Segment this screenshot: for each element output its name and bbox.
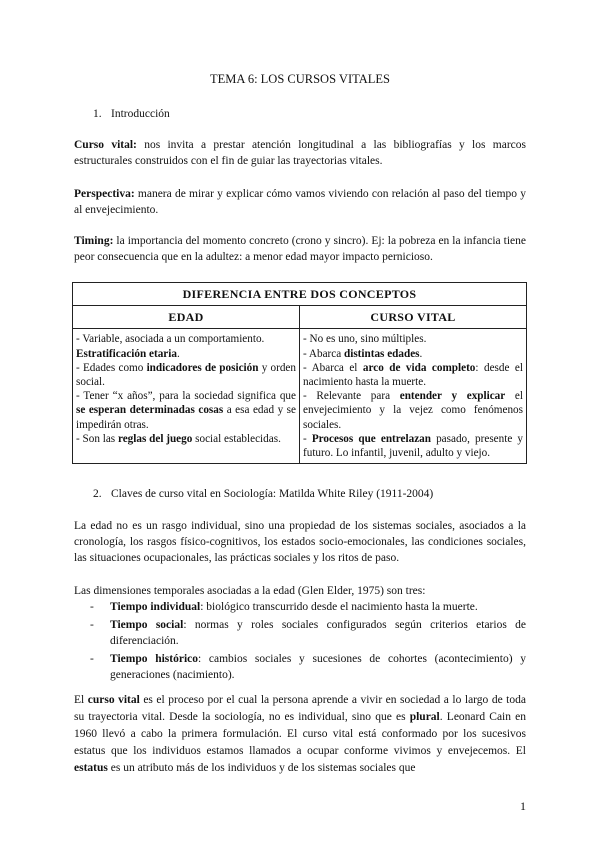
bold-text: indicadores de posición xyxy=(146,361,259,374)
section-heading-introduccion xyxy=(93,106,170,122)
list-item xyxy=(90,599,526,615)
bold-text: curso vital xyxy=(87,694,140,706)
cell-line xyxy=(76,361,296,389)
text: a esa edad y se impedirán otras. xyxy=(76,404,296,431)
paragraph-edad: La edad no es un rasgo individual, sino una propiedad de los sistemas sociales, asociados a la cronología, los rasgos físico-cognitivos, los estados socio-emocionales, las condiciones sociales, las situaciones ocupacionales, las prácticas sociales y los ritos de paso. xyxy=(74,520,526,564)
definition-text: la importancia del momento concreto (crono y sincro). Ej: la pobreza en la infancia tiene peor consecuencia que en la adultez: a menor edad mayor impacto pernicioso. xyxy=(74,235,526,263)
list-dash: - xyxy=(90,601,94,613)
term: Tiempo histórico xyxy=(110,653,198,665)
table-header-row xyxy=(73,306,527,329)
comparison-table xyxy=(72,282,527,464)
paragraph-curso-vital-final xyxy=(74,692,526,777)
column-header-curso-vital: CURSO VITAL xyxy=(300,306,527,329)
text: . Leonard Cain en 1960 llevó a cabo la primera formulación. El curso vital está conformado por los sucesivos estatus que los individuos estamos llamados a ocupar conforme vivimos y envejecemos. El xyxy=(74,711,526,757)
text: pasado, presente y futuro. Lo infantil, juvenil, adulto y viejo. xyxy=(303,432,523,460)
paragraph-timing xyxy=(74,233,526,265)
text: . xyxy=(176,347,180,360)
cell-line xyxy=(76,389,296,432)
paragraph-curso-vital xyxy=(74,137,526,169)
bold-text: Estratificación etaria xyxy=(76,347,177,360)
term-timing: Timing: xyxy=(74,235,114,247)
text: : normas y roles sociales configurados según criterios etarios de diferenciación. xyxy=(110,619,526,647)
text: y orden social. xyxy=(76,361,296,389)
list-item xyxy=(90,617,526,649)
cell-line: - No es uno, sino múltiples. xyxy=(303,333,427,346)
text: - Abarca xyxy=(303,347,344,360)
cell-line xyxy=(303,361,523,389)
text: - Relevante para xyxy=(303,390,400,403)
text: . xyxy=(419,347,423,360)
text: - Edades como xyxy=(76,361,147,374)
term-curso-vital: Curso vital: xyxy=(74,139,137,151)
table-heading-row xyxy=(73,283,527,306)
text: es un atributo más de los individuos y de los sistemas sociales que xyxy=(107,762,416,774)
section-label: Introducción xyxy=(111,108,170,120)
text: - Son las xyxy=(76,432,118,445)
term: Tiempo individual xyxy=(110,601,201,613)
text: social establecidas. xyxy=(192,432,281,445)
column-header-edad: EDAD xyxy=(73,306,300,329)
definition-text: nos invita a prestar atención longitudinal a las bibliografías y los marcos estructurales construidos con el fin de guiar las trayectorias vitales. xyxy=(74,139,526,167)
list-item xyxy=(90,651,526,683)
cell-curso-vital xyxy=(300,329,527,464)
bold-text: entender y explicar xyxy=(399,390,506,403)
bold-text: se esperan determinadas cosas xyxy=(76,404,224,417)
cell-line xyxy=(303,432,523,460)
text: - Abarca el xyxy=(303,361,363,374)
list-dash: - xyxy=(90,653,94,665)
cell-line xyxy=(76,347,296,361)
page-title: TEMA 6: LOS CURSOS VITALES xyxy=(209,72,391,86)
cell-line xyxy=(303,347,523,361)
text: : cambios sociales y sucesiones de cohortes (acontecimiento) y generaciones (nacimiento). xyxy=(110,653,526,681)
dimensions-list xyxy=(90,599,526,685)
section-heading-claves xyxy=(93,486,433,502)
bold-text: arco de vida completo xyxy=(362,361,476,374)
bold-text: reglas del juego xyxy=(117,432,193,445)
table-heading: DIFERENCIA ENTRE DOS CONCEPTOS xyxy=(73,283,527,306)
bold-text: Procesos que entrelazan xyxy=(311,432,431,445)
text: - xyxy=(303,432,312,445)
section-number: 1. xyxy=(93,108,102,120)
table-row xyxy=(73,329,527,464)
page-number: 1 xyxy=(520,799,526,813)
bold-text: distintas edades xyxy=(344,347,420,360)
list-dash: - xyxy=(90,619,94,631)
definition-text: manera de mirar y explicar cómo vamos viviendo con relación al paso del tiempo y al envejecimiento. xyxy=(74,188,526,216)
cell-edad xyxy=(73,329,300,464)
paragraph-perspectiva xyxy=(74,186,526,218)
text: el envejecimiento y la vejez como fenómenos sociales. xyxy=(303,390,523,431)
section-label: Claves de curso vital en Sociología: Matilda White Riley (1911-2004) xyxy=(111,488,434,500)
text: es el proceso por el cual la persona aprende a vivir en sociedad a lo largo de toda su trayectoria vital. Desde la sociología, no es individual, sino que es xyxy=(74,694,526,723)
bold-text: estatus xyxy=(74,762,108,774)
bold-text: plural xyxy=(409,711,440,723)
text: - Tener “x años”, para la sociedad significa que xyxy=(76,390,296,403)
paragraph-dimensiones: Las dimensiones temporales asociadas a la edad (Glen Elder, 1975) son tres: xyxy=(74,585,426,597)
term: Tiempo social xyxy=(110,619,184,631)
cell-line xyxy=(303,389,523,432)
text: El xyxy=(74,694,88,706)
cell-line xyxy=(76,432,296,446)
text: : desde el nacimiento hasta la muerte. xyxy=(303,361,523,389)
cell-line: - Variable, asociada a un comportamiento. xyxy=(76,333,265,346)
text: : biológico transcurrido desde el nacimiento hasta la muerte. xyxy=(200,601,478,613)
section-number: 2. xyxy=(93,488,102,500)
term-perspectiva: Perspectiva: xyxy=(74,188,135,200)
